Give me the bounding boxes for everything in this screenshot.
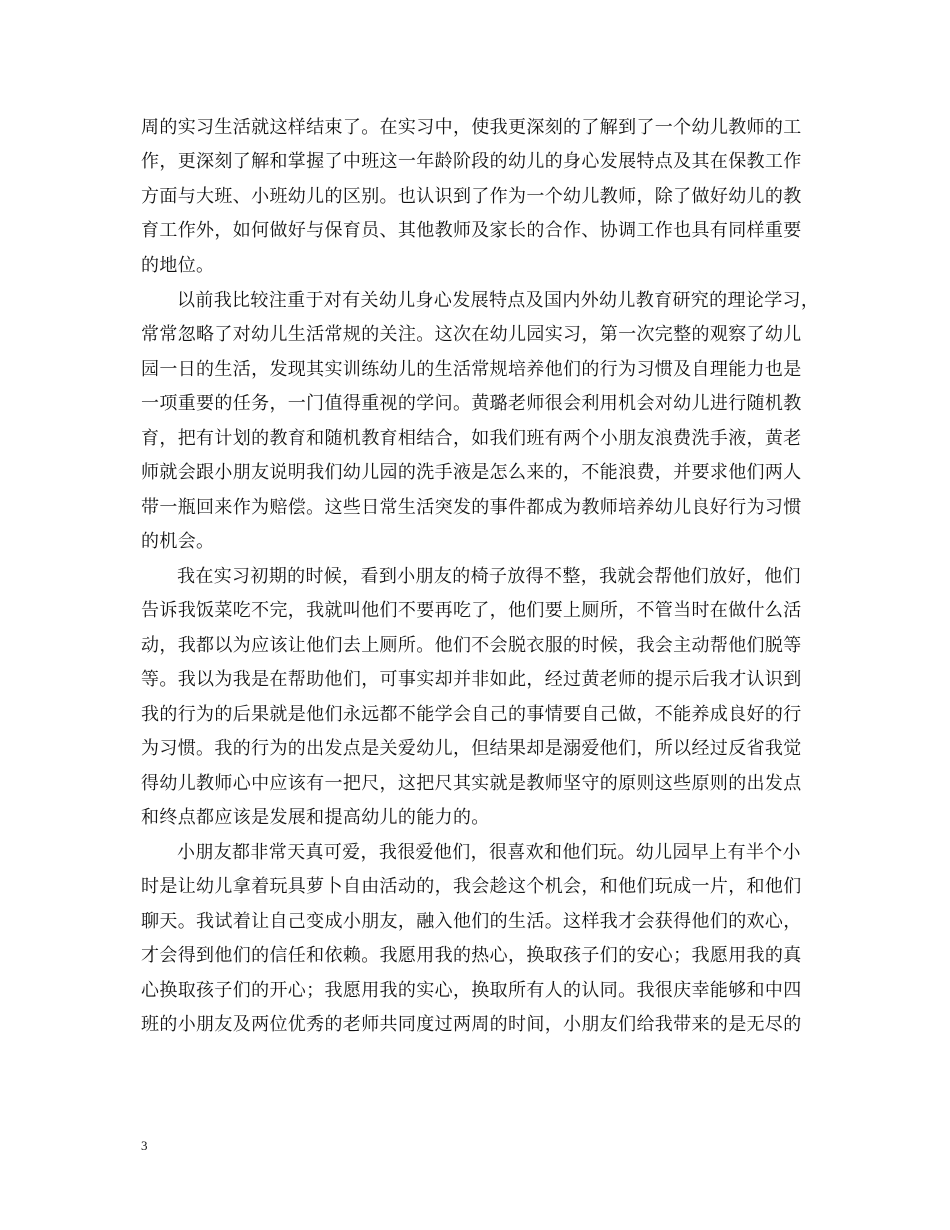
paragraph-3-line-7: 得幼儿教师心中应该有一把尺，这把尺其实就是教师坚守的原则这些原则的出发点: [141, 773, 802, 794]
paragraph-2-line-5: 育，把有计划的教育和随机教育相结合，如我们班有两个小朋友浪费洗手液，黄老: [141, 428, 802, 449]
paragraph-4-line-1: 小朋友都非常天真可爱，我很爱他们，很喜欢和他们玩。幼儿园早上有半个小: [177, 842, 801, 863]
paragraph-4-line-5: 心换取孩子们的开心；我愿用我的实心，换取所有人的认同。我很庆幸能够和中四: [141, 980, 802, 1001]
paragraph-4-line-4: 才会得到他们的信任和依赖。我愿用我的热心，换取孩子们的安心；我愿用我的真: [141, 945, 802, 966]
paragraph-2-line-1: 以前我比较注重于对有关幼儿身心发展特点及国内外幼儿教育研究的理论学习，: [177, 290, 820, 311]
paragraph-2-line-3: 园一日的生活，发现其实训练幼儿的生活常规培养他们的行为习惯及自理能力也是: [141, 359, 802, 380]
paragraph-2-line-2: 常常忽略了对幼儿生活常规的关注。这次在幼儿园实习，第一次完整的观察了幼儿: [141, 324, 802, 345]
paragraph-2-line-7: 带一瓶回来作为赔偿。这些日常生活突发的事件都成为教师培养幼儿良好行为习惯: [141, 497, 802, 518]
paragraph-1-line-2: 作，更深刻了解和掌握了中班这一年龄阶段的幼儿的身心发展特点及其在保教工作: [141, 151, 802, 172]
paragraph-1-line-1: 周的实习生活就这样结束了。在实习中，使我更深刻的了解到了一个幼儿教师的工: [141, 117, 802, 138]
paragraph-3-line-4: 等。我以为我是在帮助他们，可事实却并非如此，经过黄老师的提示后我才认识到: [141, 669, 802, 690]
paragraph-3-line-3: 动，我都以为应该让他们去上厕所。他们不会脱衣服的时候，我会主动帮他们脱等: [141, 635, 802, 656]
paragraph-3-line-6: 为习惯。我的行为的出发点是关爱幼儿，但结果却是溺爱他们，所以经过反省我觉: [141, 738, 802, 759]
page-number: 3: [141, 1138, 148, 1153]
paragraph-1-line-5: 的地位。: [141, 255, 215, 276]
paragraph-2-line-4: 一项重要的任务，一门值得重视的学问。黄璐老师很会利用机会对幼儿进行随机教: [141, 393, 802, 414]
paragraph-4-line-2: 时是让幼儿拿着玩具萝卜自由活动的，我会趁这个机会，和他们玩成一片，和他们: [141, 876, 802, 897]
paragraph-3-line-1: 我在实习初期的时候，看到小朋友的椅子放得不整，我就会帮他们放好，他们: [177, 566, 801, 587]
paragraph-3-line-5: 我的行为的后果就是他们永远都不能学会自己的事情要自己做，不能养成良好的行: [141, 704, 802, 725]
paragraph-4-line-3: 聊天。我试着让自己变成小朋友，融入他们的生活。这样我才会获得他们的欢心，: [141, 911, 802, 932]
paragraph-1-line-4: 育工作外，如何做好与保育员、其他教师及家长的合作、协调工作也具有同样重要: [141, 220, 802, 241]
paragraph-3-line-2: 告诉我饭菜吃不完，我就叫他们不要再吃了，他们要上厕所，不管当时在做什么活: [141, 600, 802, 621]
paragraph-4-line-6: 班的小朋友及两位优秀的老师共同度过两周的时间，小朋友们给我带来的是无尽的: [141, 1014, 802, 1035]
paragraph-2-line-6: 师就会跟小朋友说明我们幼儿园的洗手液是怎么来的，不能浪费，并要求他们两人: [141, 462, 802, 483]
paragraph-3-line-8: 和终点都应该是发展和提高幼儿的能力的。: [141, 807, 490, 828]
paragraph-1-line-3: 方面与大班、小班幼儿的区别。也认识到了作为一个幼儿教师，除了做好幼儿的教: [141, 186, 802, 207]
paragraph-2-line-8: 的机会。: [141, 531, 215, 552]
